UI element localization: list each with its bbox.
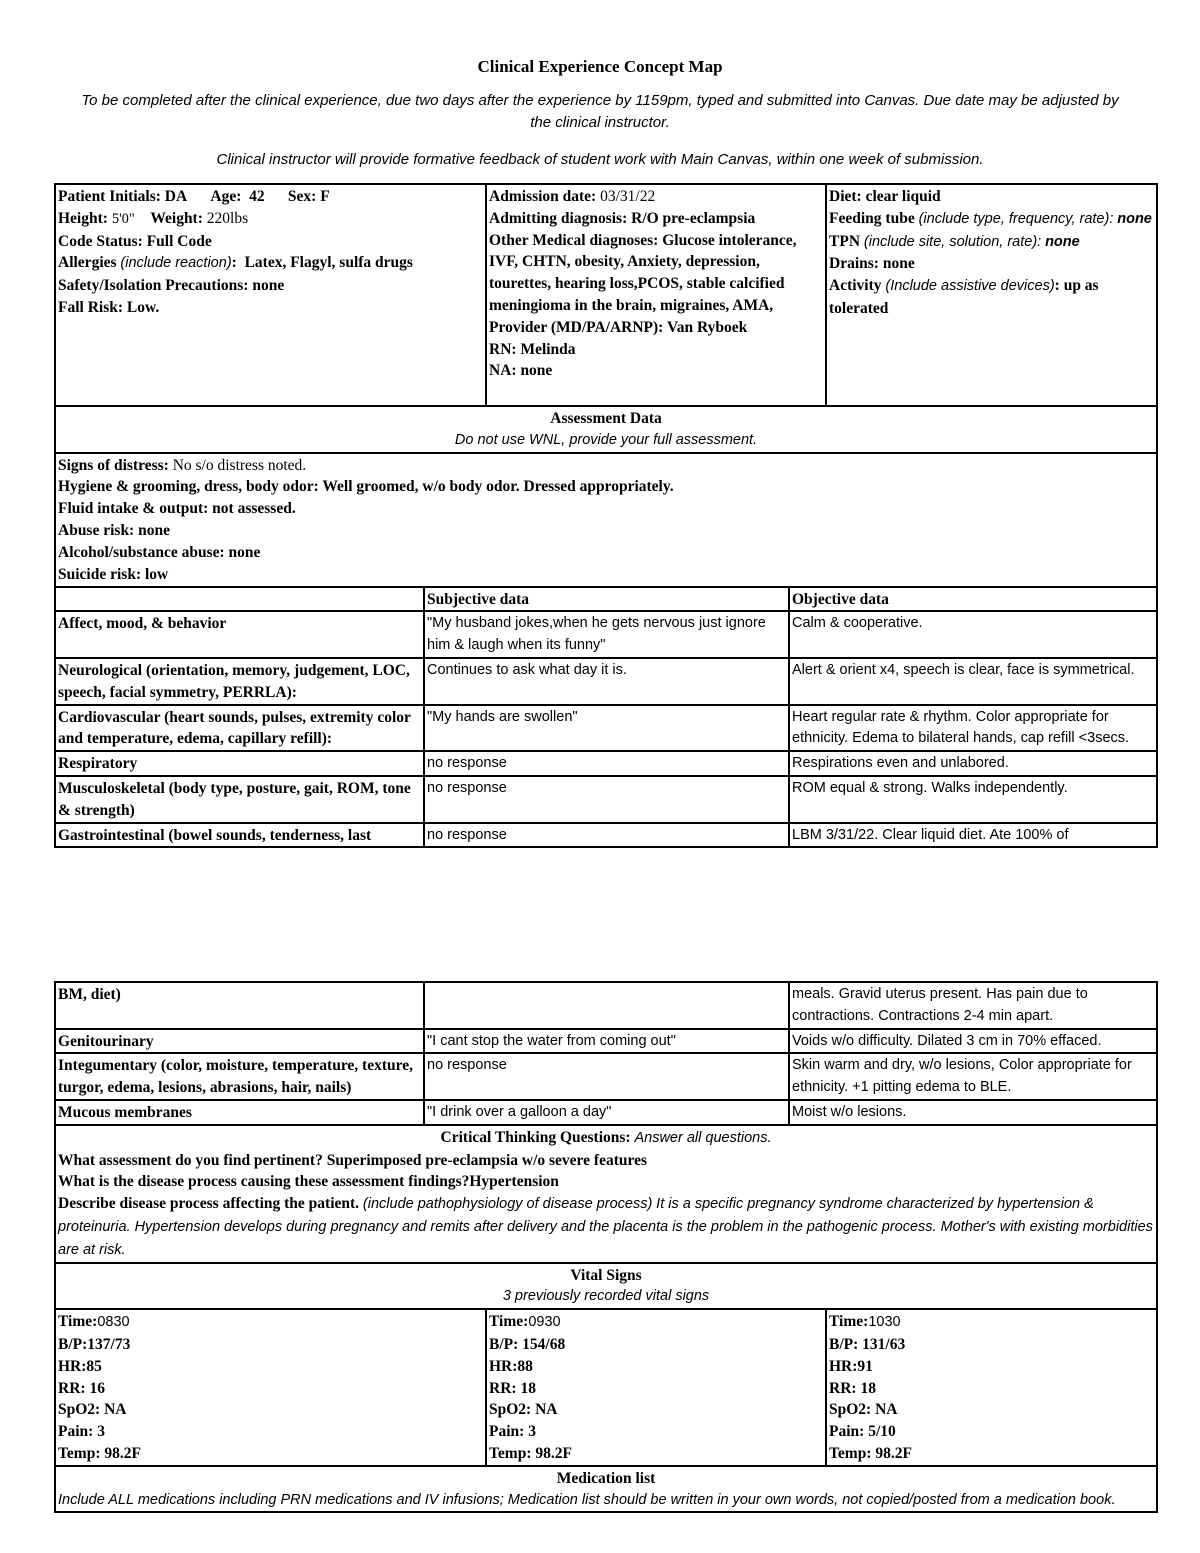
objective-data: LBM 3/31/22. Clear liquid diet. Ate 100% of [789, 823, 1157, 848]
feeding-tube-value: none [1117, 210, 1152, 227]
fall-risk: Low. [126, 298, 160, 316]
assessment-header: Assessment Data Do not use WNL, provide your full assessment. [55, 406, 1157, 453]
system-column-header [55, 587, 424, 612]
assessment-row [55, 658, 1157, 705]
subjective-data: no response [424, 776, 789, 823]
system-name: Musculoskeletal (body type, posture, gait, ROM, tone & strength) [55, 776, 424, 823]
subjective-data: "I drink over a galloon a day" [424, 1100, 789, 1125]
admitting-diagnosis: R/O pre-eclampsia [631, 209, 756, 227]
vital-rr: 18 [520, 1379, 536, 1397]
provider-name: Van Ryboek [666, 318, 748, 336]
vital-bp: 154/68 [522, 1335, 566, 1353]
critical-thinking-cell: Critical Thinking Questions: Answer all questions. What assessment do you find pertinent? Superimposed pre-eclampsia w/o severe features What is the disease process causing these assessment findings?Hypertension Describe disease process affecting the patient. (include pathophysiology of disease process) It is a specific pregnancy syndrome characterized by hypertension & proteinuria. Hypertension develops during pregnancy and remits after delivery and the placenta is the problem in the pathogenic process. Mother's with existing morbidities are at risk. [55, 1125, 1157, 1263]
general-assessment-value: none [228, 543, 261, 561]
general-assessment-value: low [144, 565, 169, 583]
subjective-data [424, 982, 789, 1029]
assessment-row [55, 823, 1157, 848]
vital-spo2: NA [875, 1401, 898, 1419]
system-name: Affect, mood, & behavior [55, 611, 424, 658]
vital-rr: 18 [860, 1379, 876, 1397]
assessment-row [55, 751, 1157, 776]
code-status: Full Code [146, 232, 212, 250]
subjective-data: Continues to ask what day it is. [424, 658, 789, 705]
assessment-row [55, 982, 1157, 1029]
subjective-data: "My hands are swollen" [424, 705, 789, 752]
allergies: Latex, Flagyl, sulfa drugs [244, 254, 413, 272]
subjective-data: no response [424, 823, 789, 848]
concept-map-table-page1 [54, 183, 1158, 848]
subjective-data: "My husband jokes,when he gets nervous just ignore him & laugh when its funny" [424, 611, 789, 658]
system-name: BM, diet) [55, 982, 424, 1029]
vital-bp: 131/63 [862, 1335, 906, 1353]
answer-pertinent-assessment: Superimposed pre-eclampsia w/o severe features [326, 1151, 647, 1169]
vital-spo2: NA [104, 1401, 127, 1419]
vital-hr: 88 [517, 1357, 533, 1375]
tpn-value: none [1045, 233, 1080, 250]
general-assessment-line: Suicide risk: low [58, 565, 169, 583]
objective-data: Alert & orient x4, speech is clear, face is symmetrical. [789, 658, 1157, 705]
vital-signs-header: Vital Signs 3 previously recorded vital signs [55, 1263, 1157, 1310]
assessment-row [55, 1029, 1157, 1054]
vital-temp: 98.2F [535, 1444, 572, 1462]
vital-time: 1030 [868, 1314, 901, 1331]
objective-data: ROM equal & strong. Walks independently. [789, 776, 1157, 823]
general-assessment-line: Alcohol/substance abuse: none [58, 543, 261, 561]
subjective-data: no response [424, 1053, 789, 1100]
system-name: Neurological (orientation, memory, judgement, LOC, speech, facial symmetry, PERRLA): [55, 658, 424, 705]
vital-bp: 137/73 [87, 1335, 131, 1353]
patient-info-cell: Patient Initials: DA Age: 42 Sex: F Height: 5'0" Weight: 220lbs Code Status: Full Code Allergies (include reaction): Latex, Flagyl, sulfa drugs Safety/Isolation Precautions: none Fall Risk: Low. [55, 184, 486, 406]
objective-column-header: Objective data [789, 587, 1157, 612]
vital-spo2: NA [535, 1401, 558, 1419]
answer-pathophysiology: It is a specific pregnancy syndrome characterized by hypertension & proteinuria. Hypertension develops during pregnancy and remits after delivery and the placenta is the problem in the pathogenic process. Mother's with existing morbidities are at risk. [58, 1196, 1153, 1258]
general-assessment-cell [55, 453, 1157, 587]
general-assessment-line: Signs of distress: No s/o distress noted. [58, 456, 307, 474]
vital-signs-set: Time:0930 B/P: 154/68 HR:88 RR: 18 SpO2: NA Pain: 3 Temp: 98.2F [486, 1309, 826, 1466]
objective-data: Calm & cooperative. [789, 611, 1157, 658]
vital-pain: 3 [528, 1423, 536, 1441]
general-assessment-value: none [138, 521, 170, 539]
vital-time: 0930 [528, 1314, 561, 1331]
objective-data: Moist w/o lesions. [789, 1100, 1157, 1125]
subjective-data: "I cant stop the water from coming out" [424, 1029, 789, 1054]
assessment-row [55, 776, 1157, 823]
system-name: Respiratory [55, 751, 424, 776]
patient-age: 42 [249, 188, 265, 205]
vital-time: 0830 [97, 1314, 130, 1331]
page-title: Clinical Experience Concept Map [477, 57, 723, 76]
general-assessment-line: Fluid intake & output: not assessed. [58, 500, 296, 518]
vital-signs-set: Time:1030 B/P: 131/63 HR:91 RR: 18 SpO2: NA Pain: 5/10 Temp: 98.2F [826, 1309, 1157, 1466]
vital-hr: 91 [857, 1357, 873, 1375]
objective-data: Heart regular rate & rhythm. Color appropriate for ethnicity. Edema to bilateral hands, cap refill <3secs. [789, 705, 1157, 752]
general-assessment-value: No s/o distress noted. [172, 456, 307, 474]
diet-value: clear liquid [865, 188, 941, 205]
subjective-data: no response [424, 751, 789, 776]
assessment-row [55, 611, 1157, 658]
medication-list-cell: Medication list Include ALL medications including PRN medications and IV infusions; Medication list should be written in your own words, not copied/posted from a medication book. [55, 1466, 1157, 1513]
other-diagnoses: Glucose intolerance, IVF, CHTN, obesity, Anxiety, depression, tourettes, hearing loss,PCOS, stable calcified meningioma in the brain, migraines, AMA, [489, 231, 797, 314]
concept-map-table-page2 [54, 981, 1158, 1513]
safety-precautions: none [252, 277, 285, 295]
general-assessment-line: Hygiene & grooming, dress, body odor: Well groomed, w/o body odor. Dressed appropriately. [58, 478, 674, 496]
admission-date: 03/31/22 [600, 188, 656, 205]
patient-sex: F [320, 188, 330, 205]
vital-temp: 98.2F [104, 1444, 141, 1462]
assessment-row [55, 1100, 1157, 1125]
patient-weight: 220lbs [206, 209, 249, 227]
vital-temp: 98.2F [875, 1444, 912, 1462]
diet-info-cell: Diet: clear liquid Feeding tube (include type, frequency, rate): none TPN (include site, solution, rate): none Drains: none Activity (Include assistive devices): up as tolerated [826, 184, 1157, 406]
objective-data: meals. Gravid uterus present. Has pain due to contractions. Contractions 2-4 min apart. [789, 982, 1157, 1029]
system-name: Genitourinary [55, 1029, 424, 1054]
rn-name: Melinda [520, 340, 576, 358]
objective-data: Skin warm and dry, w/o lesions, Color appropriate for ethnicity. +1 pitting edema to BLE. [789, 1053, 1157, 1100]
instruction-feedback: Clinical instructor will provide formative feedback of student work with Main Canvas, within one week of submission. [216, 151, 984, 168]
general-assessment-value: not assessed. [212, 500, 296, 518]
answer-disease-process: Hypertension [469, 1173, 559, 1191]
medication-list-note: Include ALL medications including PRN medications and IV infusions; Medication list should be written in your own words, not copied/posted from a medication book. [58, 1491, 1116, 1508]
activity-value: : up as tolerated [829, 277, 1099, 317]
vital-hr: 85 [86, 1357, 102, 1375]
general-assessment-value: Well groomed, w/o body odor. Dressed appropriately. [322, 478, 674, 496]
system-name: Gastrointestinal (bowel sounds, tenderness, last [55, 823, 424, 848]
na-name: none [520, 362, 553, 380]
admission-info-cell: Admission date: 03/31/22 Admitting diagnosis: R/O pre-eclampsia Other Medical diagnoses: Glucose intolerance, IVF, CHTN, obesity, Anxiety, depression, tourettes, hearing loss,PCOS, stable calcified meningioma in the brain, migraines, AMA, Provider (MD/PA/ARNP): Van Ryboek RN: Melinda NA: none [486, 184, 826, 406]
objective-data: Respirations even and unlabored. [789, 751, 1157, 776]
vital-rr: 16 [89, 1379, 105, 1397]
instruction-due-date: To be completed after the clinical experience, due two days after the experience by 1159pm, typed and submitted into Canvas. Due date may be adjusted by the clinical instructor. [81, 92, 1119, 131]
vital-pain: 3 [97, 1423, 105, 1441]
assessment-row [55, 705, 1157, 752]
assessment-row [55, 1053, 1157, 1100]
system-name: Integumentary (color, moisture, temperature, texture, turgor, edema, lesions, abrasions, hair, nails) [55, 1053, 424, 1100]
objective-data: Voids w/o difficulty. Dilated 3 cm in 70% effaced. [789, 1029, 1157, 1054]
drains-value: none [882, 255, 915, 273]
system-name: Cardiovascular (heart sounds, pulses, extremity color and temperature, edema, capillary refill): [55, 705, 424, 752]
patient-height: 5'0" [111, 210, 135, 227]
patient-initials: DA [164, 188, 188, 205]
vital-signs-set: Time:0830 B/P:137/73 HR:85 RR: 16 SpO2: NA Pain: 3 Temp: 98.2F [55, 1309, 486, 1466]
vital-pain: 5/10 [868, 1423, 896, 1441]
general-assessment-line: Abuse risk: none [58, 521, 170, 539]
subjective-column-header: Subjective data [424, 587, 789, 612]
system-name: Mucous membranes [55, 1100, 424, 1125]
